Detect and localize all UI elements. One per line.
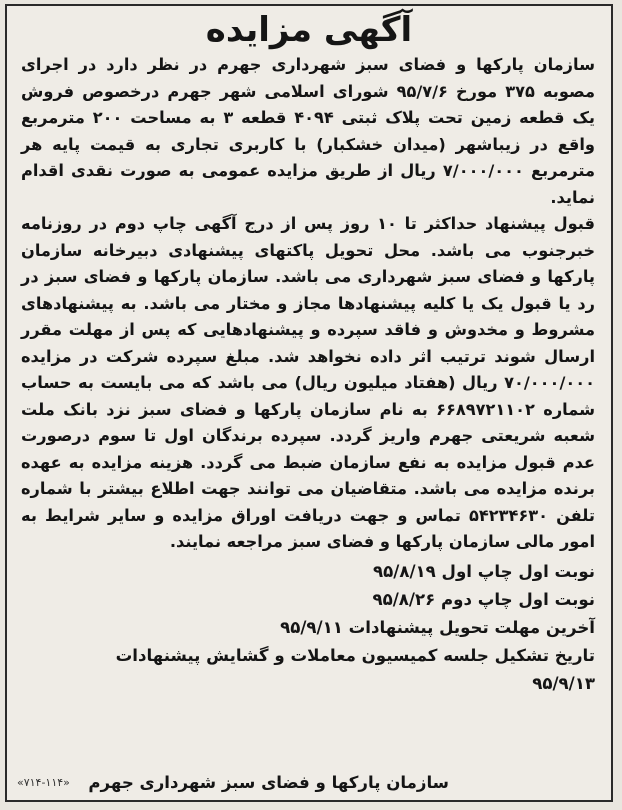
second-print-date: نوبت اول چاپ دوم ۹۵/۸/۲۶ xyxy=(372,589,595,609)
first-print-date: نوبت اول چاپ اول ۹۵/۸/۱۹ xyxy=(373,561,595,581)
notice-body xyxy=(7,52,611,556)
notice-paragraph-conditions: قبول پیشنهاد حداکثر تا ۱۰ روز پس از درج آگهی چاپ دوم در روزنامه خبرجنوب می باشد. محل تحویل پاکتهای پیشنهادی دبیرخانه سازمان پارکها و فضای سبز شهرداری می باشد. سازمان پارکها و فضای سبز در رد یا قبول یک یا کلیه پیشنهادها مجاز و مختار می باشد. به پیشنهادهای مشروط و مخدوش و فاقد سپرده و پیشنهادهایی که پس از مهلت مقرر ارسال شوند ترتیب اثر داده نخواهد شد. مبلغ سپرده شرکت در مزایده ۷۰/۰۰۰/۰۰۰ ریال (هفتاد میلیون ریال) می باشد که می بایست به حساب شماره ۶۶۸۹۷۲۱۱۰۲ به نام سازمان پارکها و فضای سبز نزد بانک ملت شعبه شریعتی جهرم واریز گردد. سپرده برندگان اول تا سوم درصورت عدم قبول مزایده به نفع سازمان ضبط می گردد. هزینه مزایده به عهده برنده مزایده می باشد. متقاضیان می توانند جهت اطلاع بیشتر با شماره تلفن ۵۴۲۳۴۶۳۰ تماس و جهت دریافت اوراق مزایده و سایر شرایط به امور مالی سازمان پارکها و فضای سبز مراجعه نمایند. xyxy=(21,214,595,551)
issuer-name: سازمان پارکها و فضای سبز شهرداری جهرم xyxy=(88,772,449,792)
submission-deadline: آخرین مهلت تحویل پیشنهادات ۹۵/۹/۱۱ xyxy=(280,617,595,637)
notice-paragraph-intro: سازمان پارکها و فضای سبز شهرداری جهرم در نظر دارد در اجرای مصوبه ۳۷۵ مورخ ۹۵/۷/۶ شورای اسلامی شهر جهرم درخصوص فروش یک قطعه زمین تحت پلاک ثبتی ۴۰۹۴ قطعه ۳ به مساحت ۲۰۰ مترمربع واقع در زیباشهر (میدان خشکبار) با کاربری تجاری به قیمت پایه هر مترمربع ۷/۰۰۰/۰۰۰ ریال از طریق مزایده عمومی به صورت نقدی اقدام نماید. xyxy=(21,55,595,207)
notice-code: «۷۱۴-۱۱۴» xyxy=(17,775,70,789)
auction-notice xyxy=(5,4,613,802)
publication-schedule xyxy=(7,558,611,698)
commission-session-label: تاریخ تشکیل جلسه کمیسیون معاملات و گشایش پیشنهادات xyxy=(115,645,595,665)
notice-footer xyxy=(17,770,597,794)
commission-session-date: ۹۵/۹/۱۳ xyxy=(532,673,595,693)
notice-title: آگهی مزایده xyxy=(205,10,413,50)
